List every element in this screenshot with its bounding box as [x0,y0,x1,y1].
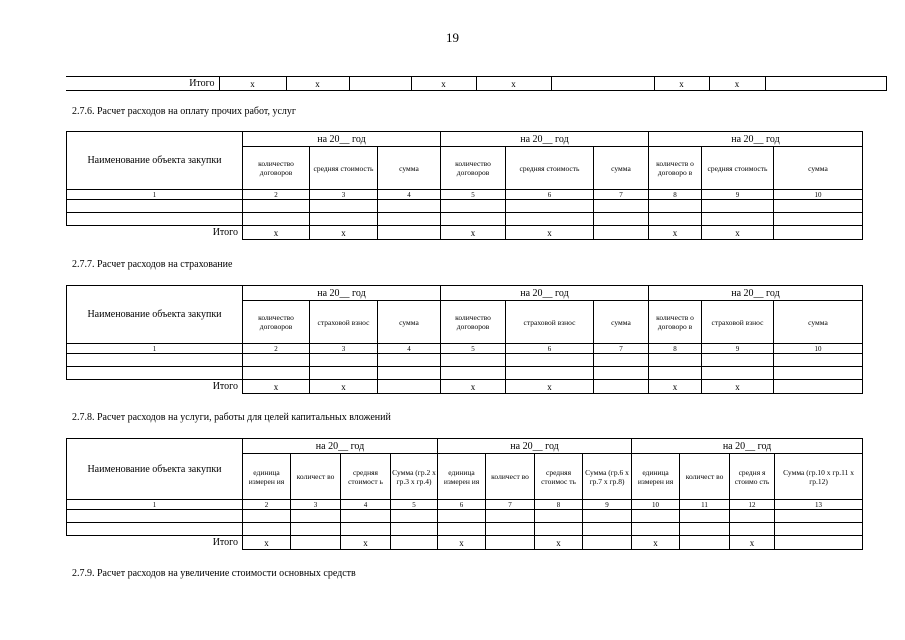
section-table [66,285,863,394]
column-header: средняя стоимост ь [341,454,391,500]
top-itogo-table [66,76,887,91]
column-number: 10 [632,500,680,510]
column-number: 5 [441,190,506,200]
column-number: 10 [774,190,863,200]
itogo-cell: х [709,77,765,91]
column-number: 8 [535,500,583,510]
column-header: средняя стоимость [506,147,594,190]
column-number: 4 [341,500,391,510]
itogo-cell: х [310,226,378,240]
column-header: средняя стоимость [310,147,378,190]
column-number: 5 [391,500,438,510]
table-row [67,213,863,226]
itogo-cell [765,77,886,91]
itogo-cell: х [243,380,310,394]
column-number: 3 [310,190,378,200]
itogo-cell [680,536,730,550]
itogo-cell: х [441,226,506,240]
itogo-label: Итого [212,537,238,549]
column-number: 7 [594,190,649,200]
itogo-cell [594,226,649,240]
column-header: единица измерен ия [632,454,680,500]
table-row [67,354,863,367]
section-heading: 2.7.6. Расчет расходов на оплату прочих работ, услуг [72,106,297,117]
year-header: на 20__ год [243,132,441,147]
column-header: Сумма (гр.2 х гр.3 х гр.4) [391,454,438,500]
itogo-cell: х [506,380,594,394]
column-header: количест во [291,454,341,500]
column-number: 5 [441,344,506,354]
year-header: на 20__ год [441,286,649,301]
itogo-cell [583,536,632,550]
column-header: средняя стоимость [702,147,774,190]
column-number: 2 [243,190,310,200]
itogo-cell: х [535,536,583,550]
itogo-cell [551,77,654,91]
column-header: страховой взнос [310,301,378,344]
itogo-cell: х [310,380,378,394]
itogo-cell: х [341,536,391,550]
column-number: 12 [730,500,775,510]
itogo-cell: х [632,536,680,550]
year-header: на 20__ год [649,132,863,147]
column-number: 10 [774,344,863,354]
itogo-label: Итого [212,381,238,393]
column-header: страховой взнос [702,301,774,344]
column-number: 3 [291,500,341,510]
column-number: 6 [506,344,594,354]
column-header: количеств о договоро в [649,301,702,344]
itogo-cell: х [654,77,709,91]
column-number: 8 [649,344,702,354]
column-header: количест во [486,454,535,500]
column-number: 9 [702,344,774,354]
year-header: на 20__ год [649,286,863,301]
page-number: 19 [446,30,459,45]
column-number: 1 [67,344,243,354]
table-row [67,367,863,380]
itogo-cell: х [286,77,349,91]
year-header: на 20__ год [243,286,441,301]
itogo-cell: х [506,226,594,240]
itogo-cell: х [649,226,702,240]
itogo-cell [349,77,411,91]
column-number: 3 [310,344,378,354]
table-row [67,523,863,536]
column-number: 4 [378,190,441,200]
year-header: на 20__ год [441,132,649,147]
column-number: 7 [594,344,649,354]
column-header: единица измерен ия [438,454,486,500]
itogo-cell: х [702,380,774,394]
column-number: 8 [649,190,702,200]
year-header: на 20__ год [632,439,863,454]
column-number: 9 [583,500,632,510]
column-number: 1 [67,190,243,200]
itogo-cell: х [438,536,486,550]
table-row [67,510,863,523]
itogo-cell: х [243,226,310,240]
section-table [66,131,863,240]
itogo-cell: х [219,77,286,91]
itogo-label: Итого [212,227,238,239]
year-header: на 20__ год [438,439,632,454]
column-header: количество договоров [243,301,310,344]
itogo-cell [774,380,863,394]
column-header: сумма [594,301,649,344]
itogo-cell [774,226,863,240]
name-header: Наименование объекта закупки [67,132,243,190]
column-number: 2 [243,500,291,510]
table-row [67,200,863,213]
itogo-cell [391,536,438,550]
itogo-label: Итого [66,77,219,91]
itogo-cell [378,226,441,240]
column-number: 11 [680,500,730,510]
column-header: сумма [378,147,441,190]
column-header: единица измерен ия [243,454,291,500]
column-header: Сумма (гр.10 х гр.11 х гр.12) [775,454,863,500]
column-number: 6 [506,190,594,200]
column-header: количество договоров [243,147,310,190]
column-header: средняя стоимос ть [535,454,583,500]
column-header: страховой взнос [506,301,594,344]
column-header: Сумма (гр.6 х гр.7 х гр.8) [583,454,632,500]
column-header: количество договоров [441,301,506,344]
column-number: 7 [486,500,535,510]
column-number: 4 [378,344,441,354]
column-header: сумма [594,147,649,190]
column-number: 9 [702,190,774,200]
itogo-cell: х [702,226,774,240]
section-heading: 2.7.7. Расчет расходов на страхование [72,259,233,270]
section-table [66,438,863,550]
section-heading: 2.7.9. Расчет расходов на увеличение стоимости основных средств [72,568,356,579]
itogo-cell: х [411,77,476,91]
column-number: 13 [775,500,863,510]
itogo-cell: х [243,536,291,550]
itogo-cell [486,536,535,550]
itogo-cell [378,380,441,394]
itogo-cell [594,380,649,394]
itogo-cell: х [441,380,506,394]
column-header: сумма [774,147,863,190]
column-number: 6 [438,500,486,510]
year-header: на 20__ год [243,439,438,454]
column-header: количество договоров [441,147,506,190]
column-header: средня я стоимо сть [730,454,775,500]
column-number: 1 [67,500,243,510]
itogo-cell: х [476,77,551,91]
column-header: сумма [378,301,441,344]
section-heading: 2.7.8. Расчет расходов на услуги, работы для целей капитальных вложений [72,412,391,423]
itogo-cell: х [649,380,702,394]
column-header: количеств о договоро в [649,147,702,190]
itogo-cell [291,536,341,550]
column-header: сумма [774,301,863,344]
itogo-cell [775,536,863,550]
itogo-cell: х [730,536,775,550]
name-header: Наименование объекта закупки [67,286,243,344]
name-header: Наименование объекта закупки [67,439,243,500]
column-number: 2 [243,344,310,354]
column-header: количест во [680,454,730,500]
